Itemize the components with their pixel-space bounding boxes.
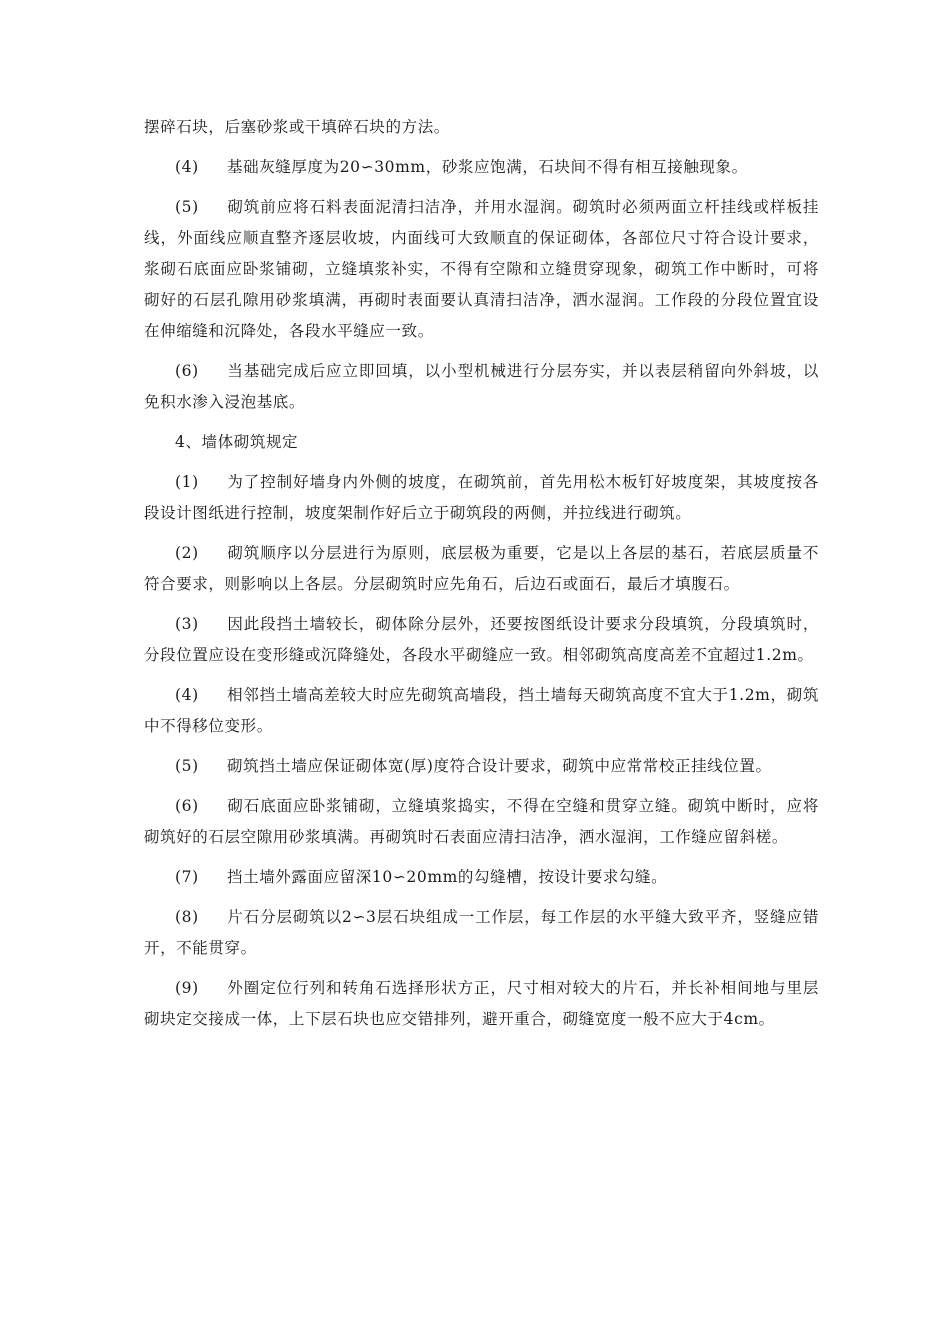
paragraph-text: 基础灰缝厚度为20∽30mm，砂浆应饱满，石块间不得有相互接触现象。: [227, 158, 748, 176]
paragraph-wall-item-3: [144, 609, 819, 671]
paragraph-text: 片石分层砌筑以2∽3层石块组成一工作层，每工作层的水平缝大致平齐，竖缝应错开，不能贯穿。: [144, 908, 819, 957]
paragraph-text: 砌筑顺序以分层进行为原则，底层极为重要，它是以上各层的基石，若底层质量不符合要求，则影响以上各层。分层砌筑时应先角石，后边石或面石，最后才填腹石。: [144, 544, 819, 593]
item-number: (6): [175, 797, 199, 815]
paragraph-wall-item-4: [144, 680, 819, 742]
paragraph-item-5: [144, 192, 819, 347]
paragraph-continuation: [144, 112, 819, 143]
paragraph-text: 为了控制好墙身内外侧的坡度，在砌筑前，首先用松木板钉好坡度架，其坡度按各段设计图纸进行控制，坡度架制作好后立于砌筑段的两侧，并拉线进行砌筑。: [144, 473, 819, 522]
item-number: (7): [175, 868, 199, 886]
paragraph-text: 摆碎石块，后塞砂浆或干填碎石块的方法。: [144, 118, 450, 136]
item-number: (2): [175, 544, 199, 562]
document-body: [144, 112, 819, 1035]
section-heading: [144, 427, 819, 458]
paragraph-text: 砌筑前应将石料表面泥清扫洁净，并用水湿润。砌筑时必须两面立杆挂线或样板挂线，外面线应顺直整齐逐层收坡，内面线可大致顺直的保证砌体，各部位尺寸符合设计要求，浆砌石底面应卧浆铺砌，立缝填浆补实，不得有空隙和立缝贯穿现象，砌筑工作中断时，可将砌好的石层孔隙用砂浆填满，再砌时表面要认真清扫洁净，洒水湿润。工作段的分段位置宜设在伸缩缝和沉降处，各段水平缝应一致。: [144, 198, 819, 340]
item-number: (1): [175, 473, 199, 491]
paragraph-text: 砌石底面应卧浆铺砌，立缝填浆捣实，不得在空缝和贯穿立缝。砌筑中断时，应将砌筑好的石层空隙用砂浆填满。再砌筑时石表面应清扫洁净，洒水湿润，工作缝应留斜槎。: [144, 797, 819, 846]
paragraph-wall-item-7: [144, 862, 819, 893]
paragraph-text: 因此段挡土墙较长，砌体除分层外，还要按图纸设计要求分段填筑，分段填筑时，分段位置应设在变形缝或沉降缝处，各段水平砌缝应一致。相邻砌筑高度高差不宜超过1.2m。: [144, 615, 819, 664]
item-number: (9): [175, 979, 199, 997]
paragraph-wall-item-2: [144, 538, 819, 600]
paragraph-text: 相邻挡土墙高差较大时应先砌筑高墙段，挡土墙每天砌筑高度不宜大于1.2m，砌筑中不得移位变形。: [144, 686, 819, 735]
paragraph-text: 挡土墙外露面应留深10∽20mm的勾缝槽，按设计要求勾缝。: [227, 868, 668, 886]
item-number: (3): [175, 615, 199, 633]
paragraph-wall-item-8: [144, 902, 819, 964]
paragraph-wall-item-9: [144, 973, 819, 1035]
item-number: (4): [175, 686, 199, 704]
paragraph-item-4: [144, 152, 819, 183]
item-number: (8): [175, 908, 199, 926]
paragraph-item-6: [144, 356, 819, 418]
item-number: (5): [175, 198, 199, 216]
paragraph-wall-item-6: [144, 791, 819, 853]
item-number: (6): [175, 362, 199, 380]
paragraph-text: 砌筑挡土墙应保证砌体宽(厚)度符合设计要求，砌筑中应常常校正挂线位置。: [227, 757, 772, 775]
item-number: (5): [175, 757, 199, 775]
paragraph-wall-item-5: [144, 751, 819, 782]
paragraph-text: 外圈定位行列和转角石选择形状方正，尺寸相对较大的片石，并长补相间地与里层砌块定交接成一体，上下层石块也应交错排列，避开重合，砌缝宽度一般不应大于4cm。: [144, 979, 819, 1028]
item-number: (4): [175, 158, 199, 176]
section-heading-text: 4、墙体砌筑规定: [175, 433, 299, 451]
paragraph-text: 当基础完成后应立即回填，以小型机械进行分层夯实，并以表层稍留向外斜坡，以免积水渗入浸泡基底。: [144, 362, 819, 411]
paragraph-wall-item-1: [144, 467, 819, 529]
